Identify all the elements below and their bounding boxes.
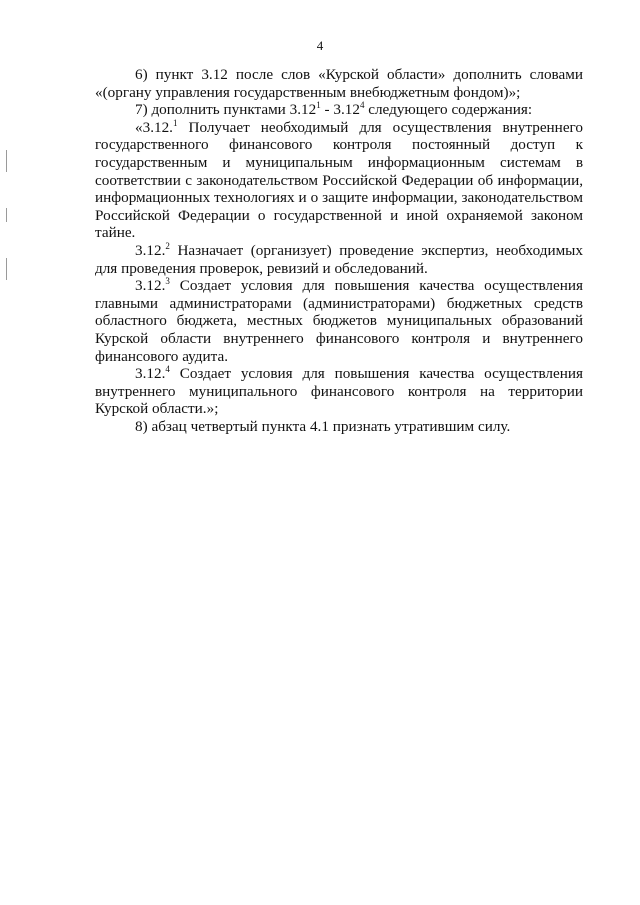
item-7-sup-1: 1 bbox=[316, 100, 321, 111]
margin-scan-marks bbox=[6, 150, 8, 280]
item-6-paragraph: 6) пункт 3.12 после слов «Курской области» дополнить словами «(органу управления государственным внебюджетным фондом)»; bbox=[95, 66, 583, 101]
clause-3-12-2-number: 3.12. bbox=[135, 241, 166, 259]
clause-3-12-3-sup: 3 bbox=[165, 276, 170, 287]
clause-3-12-4-paragraph bbox=[95, 365, 583, 418]
page-number: 4 bbox=[316, 38, 324, 53]
item-8-paragraph: 8) абзац четвертый пункта 4.1 признать утратившим силу. bbox=[135, 417, 511, 435]
clause-3-12-3-text: Создает условия для повышения качества осуществления главными администраторами (администраторами) бюджетных средств областного бюджета, местных бюджетов муниципальных образований Курской области внутреннего финансового контроля и внутреннего финансового аудита. bbox=[95, 277, 583, 365]
clause-3-12-4-number: 3.12. bbox=[135, 365, 166, 383]
clause-3-12-1-sup: 1 bbox=[172, 117, 178, 128]
clause-3-12-2-text: Назначает (организует) проведение экспертиз, необходимых для проведения проверок, ревизий и обследований. bbox=[95, 241, 583, 277]
clause-3-12-4-sup: 4 bbox=[165, 364, 170, 375]
clause-3-12-3-paragraph bbox=[95, 277, 583, 365]
clause-3-12-1-paragraph bbox=[95, 119, 583, 242]
clause-3-12-1-text: Получает необходимый для осуществления внутреннего государственного финансового контроля постоянный доступ к государственным и муниципальным информационным системам в соответствии с законодательством Российской Федерации об информации, информационных технологиях и о защите информации, законодательством Российской Федерации о государственной и иной охраняемой законом тайне. bbox=[95, 118, 583, 242]
clause-3-12-1-number: «3.12. bbox=[135, 118, 173, 136]
item-7-after: следующего содержания: bbox=[364, 101, 533, 119]
clause-3-12-4-text: Создает условия для повышения качества осуществления внутреннего муниципального финансового контроля на территории Курской области.»; bbox=[95, 365, 583, 418]
item-7-between: - 3.12 bbox=[320, 101, 360, 119]
document-body bbox=[95, 66, 583, 435]
clause-3-12-2-sup: 2 bbox=[165, 240, 170, 251]
item-7-paragraph bbox=[95, 101, 583, 119]
clause-3-12-3-number: 3.12. bbox=[135, 277, 166, 295]
clause-3-12-2-paragraph bbox=[95, 242, 583, 277]
item-7-before: 7) дополнить пунктами 3.12 bbox=[135, 101, 317, 119]
item-7-sup-2: 4 bbox=[359, 100, 365, 111]
